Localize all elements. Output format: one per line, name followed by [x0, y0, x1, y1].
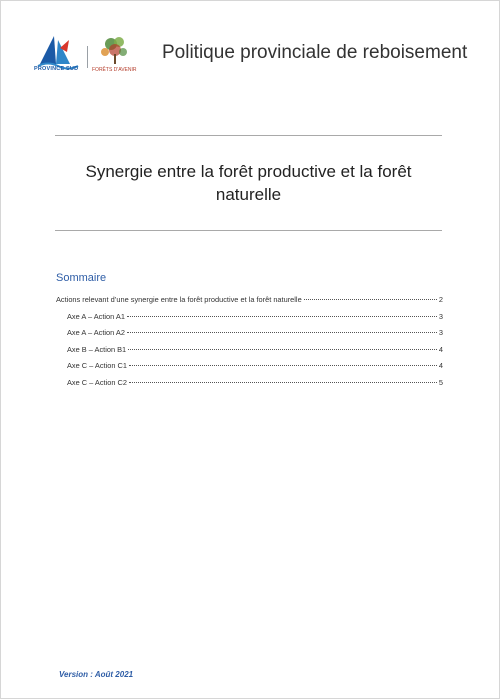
toc-leader-dots	[127, 332, 437, 333]
toc-entry-label: Axe A – Action A2	[67, 328, 125, 337]
document-title-line1: Synergie entre la forêt productive et la forêt	[85, 162, 412, 181]
toc-entry-page: 3	[438, 328, 443, 337]
title-top-rule	[55, 135, 442, 136]
toc-entry-label: Axe A – Action A1	[67, 311, 125, 321]
document-title	[55, 160, 442, 206]
toc-entry-label: Axe C – Action C2	[67, 377, 127, 387]
header-title: Politique provinciale de reboisement	[162, 42, 468, 63]
toc-heading: Sommaire	[56, 272, 107, 284]
toc-entry-page: 4	[438, 361, 443, 370]
toc-leader-dots	[129, 382, 437, 383]
forets-avenir-logo-text: FORÊTS D'AVENIR	[92, 67, 137, 73]
toc-entry[interactable]	[56, 328, 443, 345]
toc-entry[interactable]	[56, 295, 443, 312]
toc-entry[interactable]	[56, 361, 443, 378]
toc-leader-dots	[128, 349, 437, 350]
toc-entry-page: 5	[438, 377, 443, 387]
toc-leader-dots	[304, 299, 437, 300]
toc-entry-page: 3	[438, 311, 443, 321]
document-title-line2: naturelle	[215, 185, 282, 204]
toc-entry-label: Actions relevant d’une synergie entre la forêt productive et la forêt naturelle	[56, 295, 302, 304]
title-bottom-rule	[55, 230, 442, 231]
logo-separator	[87, 46, 88, 68]
toc-leader-dots	[129, 365, 437, 366]
table-of-contents	[56, 295, 443, 394]
toc-entry-page: 4	[438, 344, 443, 354]
version-label: Version : Août 2021	[59, 670, 134, 679]
toc-leader-dots	[127, 316, 437, 317]
toc-entry-page: 2	[438, 295, 443, 304]
province-sud-logo-text: PROVINCE SUD	[34, 66, 79, 72]
toc-entry[interactable]	[56, 312, 443, 329]
toc-entry-label: Axe B – Action B1	[67, 344, 127, 354]
toc-entry[interactable]	[56, 378, 443, 395]
toc-entry-label: Axe C – Action C1	[67, 361, 127, 370]
toc-entry[interactable]	[56, 345, 443, 362]
forets-avenir-logo-icon	[93, 32, 135, 72]
